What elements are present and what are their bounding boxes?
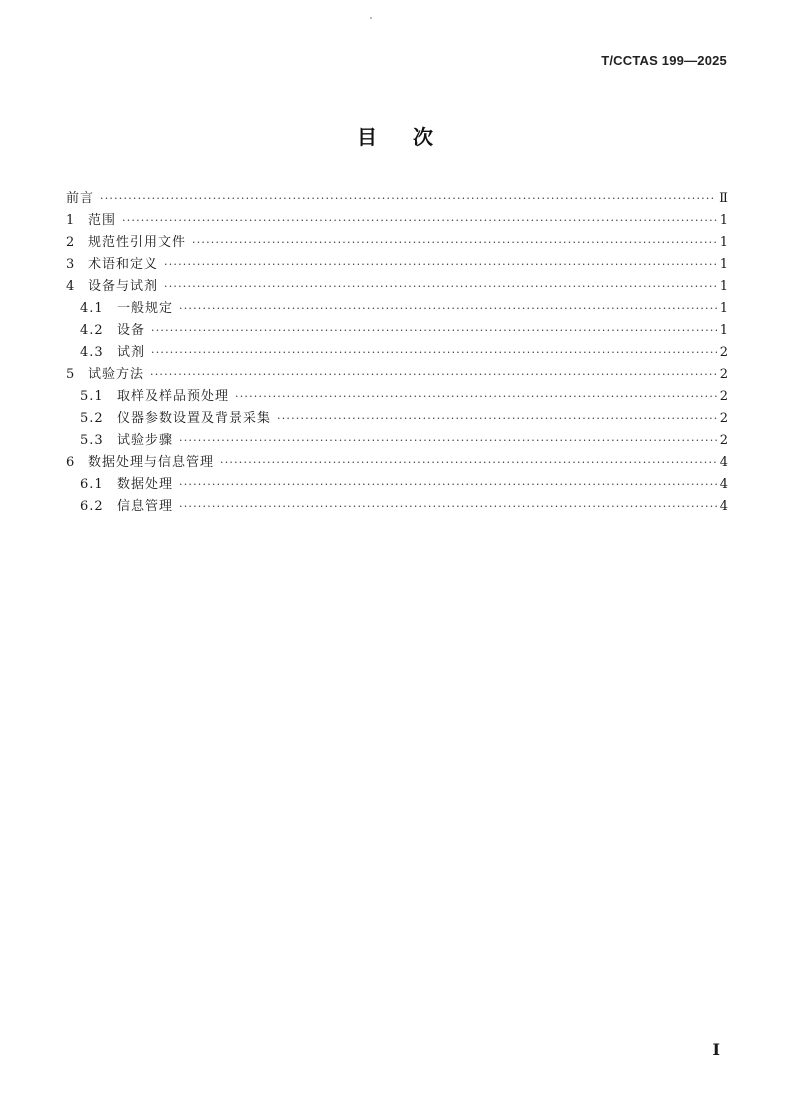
toc-entry-number: 6.2 [80,499,104,514]
toc-entry[interactable] [66,474,728,496]
toc-entry-page: 4 [719,499,728,514]
toc-entry-number: 2 [66,235,75,250]
toc-entry[interactable] [66,430,728,452]
toc-entry-label: 试验方法 [88,367,145,382]
toc-entry-label: 设备 [117,323,146,338]
toc-entry-page: Ⅱ [719,191,728,206]
dot-leader [164,276,717,298]
toc-entry-number: 3 [66,257,75,272]
toc-entry-label: 取样及样品预处理 [117,389,230,404]
toc-entry-page: 4 [719,455,728,470]
toc-entry-label: 术语和定义 [88,257,159,272]
dot-leader [235,386,717,408]
toc-entry-label: 设备与试剂 [88,279,159,294]
toc-entry[interactable] [66,364,728,386]
toc-entry-page: 1 [719,235,728,250]
toc-entry-page: 2 [719,411,728,426]
toc-entry[interactable] [66,452,728,474]
scan-speck [370,17,372,19]
toc-entry-number: 4.3 [80,345,104,360]
dot-leader [179,430,717,452]
dot-leader [220,452,717,474]
page-title: 目次 [357,125,469,149]
toc-entry-page: 1 [719,213,728,228]
toc-entry-number: 4.2 [80,323,104,338]
toc-entry-page: 2 [719,367,728,382]
toc-entry[interactable] [66,254,728,276]
toc-entry-label: 数据处理 [117,477,174,492]
toc-entry-number: 6.1 [80,477,104,492]
toc-entry-label: 规范性引用文件 [88,235,187,250]
toc-entry[interactable] [66,386,728,408]
toc-entry-number: 6 [66,455,75,470]
dot-leader [179,474,717,496]
toc-entry-page: 1 [719,323,728,338]
toc-entry-number: 5.2 [80,411,104,426]
toc-entry-label: 信息管理 [117,499,174,514]
toc-entry-page: 1 [719,257,728,272]
toc-entry[interactable] [66,188,728,210]
dot-leader [164,254,717,276]
toc-entry-label: 范围 [88,213,117,228]
dot-leader [179,496,717,518]
toc-entry-label: 仪器参数设置及背景采集 [117,411,272,426]
toc-entry-page: 1 [719,301,728,316]
toc-entry-label: 一般规定 [117,301,174,316]
toc-entry-number: 5.1 [80,389,104,404]
toc-entry[interactable] [66,496,728,518]
dot-leader [122,210,717,232]
dot-leader [151,342,717,364]
toc-entry-page: 1 [719,279,728,294]
toc-entry-label: 试剂 [117,345,146,360]
toc-entry-page: 4 [719,477,728,492]
toc-entry-number: 4 [66,279,75,294]
dot-leader [277,408,717,430]
toc-entry[interactable] [66,342,728,364]
dot-leader [151,320,717,342]
dot-leader [192,232,717,254]
toc-entry-page: 2 [719,389,728,404]
dot-leader [179,298,717,320]
toc-entry[interactable] [66,298,728,320]
standard-code: T/CCTAS 199—2025 [601,53,727,68]
toc-entry[interactable] [66,276,728,298]
toc-entry[interactable] [66,210,728,232]
page-number: I [712,1040,720,1059]
toc-entry-number: 4.1 [80,301,104,316]
toc-entry-number: 1 [66,213,75,228]
toc-entry-number: 5 [66,367,75,382]
table-of-contents [66,188,728,518]
dot-leader [150,364,717,386]
dot-leader [100,188,716,210]
toc-entry[interactable] [66,320,728,342]
toc-entry-label: 前言 [66,191,95,206]
toc-entry-page: 2 [719,433,728,448]
toc-entry-number: 5.3 [80,433,104,448]
toc-entry[interactable] [66,232,728,254]
toc-entry-page: 2 [719,345,728,360]
toc-entry-label: 数据处理与信息管理 [88,455,215,470]
toc-entry[interactable] [66,408,728,430]
toc-entry-label: 试验步骤 [117,433,174,448]
